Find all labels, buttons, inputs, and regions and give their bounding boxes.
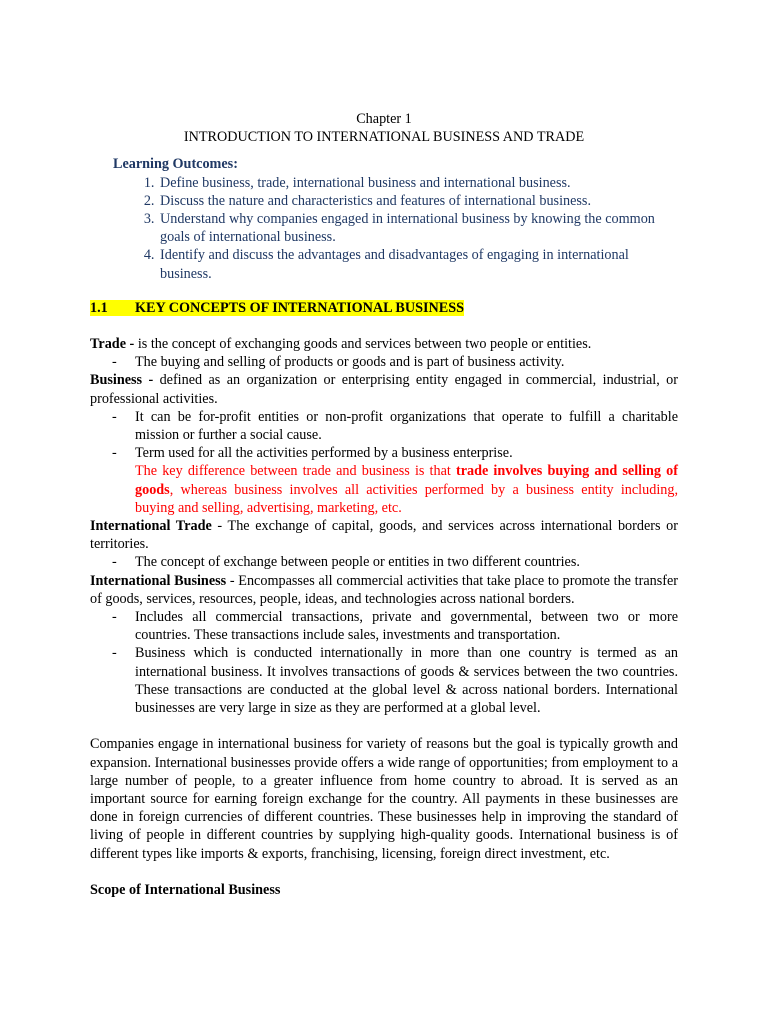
international-business-definition-text: - Encompasses all commercial activities that take place to promote the transfer of goods, services, resources, people, ideas, and technologies across national borders. bbox=[90, 572, 678, 607]
list-item: - The concept of exchange between people or entities in two different countries. bbox=[112, 554, 580, 571]
international-business-term: International Business bbox=[90, 572, 227, 589]
international-trade-term: International Trade bbox=[90, 518, 212, 535]
section-title: KEY CONCEPTS OF INTERNATIONAL BUSINESS bbox=[135, 299, 465, 316]
list-item: - Business which is conducted internationally in more than one country is termed as an international business. It involves transactions of goods & services between the two countries. These transactions are conducted at the global level & across national borders. International businesses are very large in size as they are performed at a global level. bbox=[112, 645, 678, 717]
list-item-text: Includes all commercial transactions, private and governmental, between two or more countries. These transactions include sales, investments and transportation. bbox=[135, 609, 678, 644]
list-item: - The buying and selling of products or goods and is part of business activity. bbox=[112, 354, 565, 371]
section-heading bbox=[90, 299, 678, 317]
learning-outcomes-heading: Learning Outcomes: bbox=[113, 156, 238, 173]
learning-outcome-item: 1. Define business, trade, international business and international business. bbox=[158, 174, 678, 192]
list-item-text: Business which is conducted internationally in more than one country is termed as an international business. It involves transactions of goods & services between the two countries. These transactions are conducted at the global level & across national borders. International businesses are very large in size as they are performed at a global level. bbox=[135, 645, 678, 717]
international-trade-definition-text: - The exchange of capital, goods, and services across international borders or territories. bbox=[90, 518, 678, 553]
key-difference-note bbox=[90, 462, 678, 517]
learning-outcome-item: 3. Understand why companies engaged in international business by knowing the common goals of international business. bbox=[158, 210, 678, 246]
learning-outcome-item: 2. Discuss the nature and characteristics and features of international business. bbox=[158, 192, 678, 210]
body-paragraph: Companies engage in international business for variety of reasons but the goal is typically growth and expansion. International businesses provide offers a wide range of opportunities; from employment to a large number of people, to a greater influence from home country to abroad. It is served as an important source for earning foreign exchange for the country. All payments in these businesses are done in foreign currencies of different countries. These businesses help in improving the standard of living of people in different countries by supplying high-quality goods. International business is of different types like imports & exports, franchising, licensing, foreign direct investment, etc. bbox=[90, 736, 678, 862]
international-business-bullets bbox=[90, 608, 678, 717]
section-number: 1.1 bbox=[90, 299, 108, 316]
international-trade-bullets bbox=[90, 553, 678, 571]
list-item-text: The concept of exchange between people or entities in two different countries. bbox=[135, 554, 580, 571]
business-term: Business - bbox=[90, 372, 154, 389]
trade-term: Trade - bbox=[90, 336, 135, 353]
business-definition bbox=[90, 371, 678, 407]
scope-heading: Scope of International Business bbox=[90, 881, 281, 898]
list-item-text: Term used for all the activities performed by a business enterprise. bbox=[135, 445, 513, 462]
trade-definition bbox=[90, 335, 678, 353]
learning-outcome-item: 4. Identify and discuss the advantages and disadvantages of engaging in international business. bbox=[158, 246, 678, 282]
chapter-title: INTRODUCTION TO INTERNATIONAL BUSINESS AND TRADE bbox=[183, 129, 585, 146]
learning-outcomes-list bbox=[90, 174, 678, 283]
trade-bullets bbox=[90, 353, 678, 371]
trade-definition-text: is the concept of exchanging goods and services between two people or entities. bbox=[134, 336, 592, 353]
list-item: - Term used for all the activities performed by a business enterprise. bbox=[112, 445, 513, 462]
document-page bbox=[90, 110, 678, 899]
international-trade-definition bbox=[90, 517, 678, 553]
business-definition-text: defined as an organization or enterprising entity engaged in commercial, industrial, or professional activities. bbox=[90, 372, 678, 407]
note-text: , whereas business involves all activities performed by a business entity including, buying and selling, advertising, marketing, etc. bbox=[135, 481, 678, 516]
international-business-definition bbox=[90, 572, 678, 608]
list-item: - It can be for-profit entities or non-profit organizations that operate to fulfill a charitable mission or further a social cause. bbox=[112, 408, 678, 444]
business-bullets bbox=[90, 408, 678, 463]
chapter-label: Chapter 1 bbox=[356, 111, 412, 127]
list-item: - Includes all commercial transactions, private and governmental, between two or more countries. These transactions include sales, investments and transportation. bbox=[112, 609, 678, 644]
note-text: The key difference between trade and business is that bbox=[135, 463, 456, 480]
list-item-text: It can be for-profit entities or non-profit organizations that operate to fulfill a charitable mission or further a social cause. bbox=[135, 408, 678, 444]
list-item-text: The buying and selling of products or goods and is part of business activity. bbox=[135, 354, 565, 371]
note-emphasis: trade involves buying and selling of goods bbox=[135, 463, 678, 498]
